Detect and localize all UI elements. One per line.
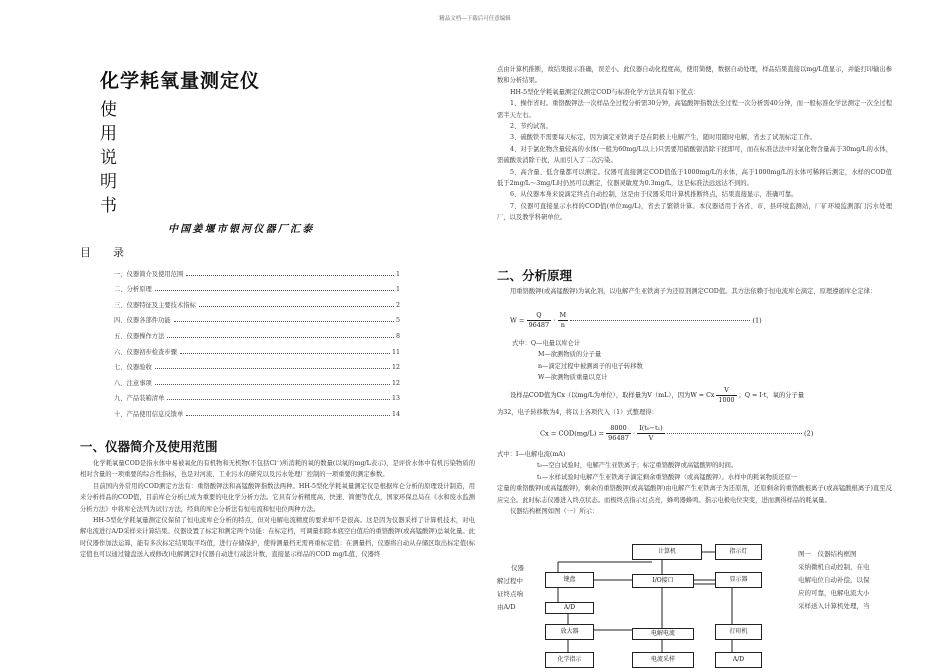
side-line: 电解电位自动补偿，以保: [798, 576, 870, 584]
formula-1-lhs: W =: [510, 316, 525, 325]
amplifier-box: 放大器: [545, 624, 594, 640]
side-line: 证终点响: [497, 590, 523, 598]
toc-heading: 目 录: [80, 246, 124, 259]
toc-item-page: 8: [395, 332, 400, 340]
formula-2-denominator: 96487: [608, 434, 629, 442]
advantages-block: [497, 64, 892, 224]
manufacturer-name: 中国姜堰市银河仪器厂汇泰: [168, 224, 315, 235]
legend-line: t₀—空白试验时，电解产生亚铁离子；标定重铬酸钾或高锰酸钾的时间。: [537, 462, 738, 470]
toc-item-label: 九、产品装箱清单: [114, 395, 165, 403]
toc-item-label: 五、仪器操作方法: [114, 332, 165, 340]
legend-line: n—滴定过程中被测离子的电子转移数: [538, 362, 643, 370]
substitution-text: 为32，电子转移数为4，将以上各项代入（1）式整理得：: [497, 409, 658, 416]
printer-box: 打印机: [715, 624, 762, 640]
section-1-body: [80, 458, 475, 561]
subtitle-char: 使: [100, 100, 117, 120]
formula-1-numerator: Q: [527, 311, 552, 321]
toc-item-label: 十、产品使用信息反馈单: [114, 410, 184, 418]
side-line: 由A/D: [497, 603, 516, 611]
toc-item-page: 5: [395, 317, 400, 325]
section-1-paragraph: 目前国内外常用的COD测定方法有：重铬酸钾法和高锰酸钾指数法两种。HH-5型化学耗氧量测定仪是根据库仑分析的原理设计制造，用来分析样品的COD值，目前库仑分析已成为重要的电化学分析方法。它具有分析精度高、快速、简便等优点，国家环保总局在《水和废水监测分析方法》中将库仑法列为试行方法，经典的库仑分析法有恒电流和恒电位两种方法。: [80, 482, 475, 513]
toc-item-label: 三、仪器特征及主要技术指标: [114, 301, 196, 309]
table-of-contents: [114, 262, 400, 418]
document-title: 化学耗氧量测定仪: [100, 70, 261, 92]
formula-1-number: (1): [752, 316, 762, 325]
section-1-heading: 一、仪器简介及使用范围: [80, 439, 218, 454]
toc-item[interactable]: [114, 371, 400, 387]
toc-item-label: 七、仪器验收: [114, 364, 152, 372]
cx-definition-text: 设样品COD值为Cx（以mg/L为单位），取样量为V（mL），因为W = Cx: [510, 392, 715, 399]
advantage-item: 1、操作省时。重铬酸钾法一次样品全过程分析需30分钟，高锰酸钾指数法全过程一次分析需40分钟，而一般标准化学法测定一次全过程需半天左右。: [497, 100, 892, 119]
legend-line: 式中：Q—电量以库仑计: [512, 340, 581, 347]
cx-definition: [510, 386, 804, 405]
body-paragraph: 点由计算机推断，故结果报示准确，误差小。此仪器自动化程度高，使用简便，数据自动处理，样品结果直接以mg/L值显示，并能打印输出参数和分析结果。: [497, 66, 892, 85]
formula-2-legend: [497, 449, 892, 517]
toc-item-page: 12: [391, 364, 400, 372]
toc-item-page: 13: [391, 395, 400, 403]
formula-2-denominator: V: [648, 434, 654, 442]
toc-item-page: 11: [391, 348, 400, 356]
diagram-caption: 仪器结构框图如图（一）所示：: [510, 508, 599, 516]
display-box: 显示器: [715, 572, 762, 588]
legend-line: 式中：I—电解电流(mA): [497, 451, 566, 458]
toc-item-page: 1: [395, 270, 400, 278]
chemical-indicator-box: 化学指示: [545, 652, 594, 668]
legend-line: t₁—水样试验时电解产生亚铁离子滴定剩余重铬酸钾（或高锰酸钾）。水样中的耗氧物质还原一: [537, 473, 798, 481]
side-line: 采纳微机自动控制，在电: [798, 563, 870, 571]
subtitle-char: 说: [100, 148, 117, 168]
toc-item[interactable]: [114, 387, 400, 403]
legend-line: W—欲测物质重量以克计: [538, 374, 608, 382]
diagram-side-text-right: [798, 548, 898, 613]
cx-definition-text: ；Q = I·t，氧的分子量: [738, 392, 805, 399]
formula-1-denominator: 96487: [528, 321, 550, 329]
io-port-box: I/O接口: [632, 574, 694, 588]
header-note: 精品文档---下载后可任意编辑: [439, 16, 511, 22]
formula-1-dot: ·: [553, 316, 556, 325]
toc-item-label: 二、分析原理: [114, 286, 152, 294]
side-line: 解过程中: [497, 577, 523, 585]
formula-2-dot: ·: [632, 429, 636, 438]
toc-item-page: 12: [391, 379, 400, 387]
structure-block-diagram: [540, 540, 795, 672]
toc-item[interactable]: [114, 402, 400, 418]
figure-label: 图一 仪器结构框图: [798, 550, 857, 558]
advantage-item: 4、对于氯化物含量较高的水体(一般为60mg/L以上)只需要用硝酸银消除干扰即可，而在标准法法中对氯化物含量高于30mg/L的水体，需硫酸汞消除干扰，从而引入了二次污染。: [497, 145, 892, 165]
computer-box: 计算机: [632, 544, 702, 560]
toc-item[interactable]: [114, 293, 400, 309]
formula-2-numerator: 8000: [606, 424, 631, 434]
side-line: 应的可靠，电解电流大小: [798, 589, 870, 597]
toc-item-label: 四、仪器各部件功能: [114, 317, 171, 325]
toc-item-label: 八、注意事项: [114, 379, 152, 387]
formula-2: [540, 424, 813, 443]
formula-2-lhs: Cx = COD(mg/L) =: [540, 429, 605, 438]
side-line: 采样送入计算机处理，当: [798, 602, 870, 610]
toc-item-page: 2: [395, 301, 400, 309]
formula-2-number: (2): [803, 429, 814, 438]
indicator-light-box: 指示灯: [715, 544, 762, 560]
advantage-item: 5、高含量、低含量都可以测定。仪器可直接测定COD值低于1000mg/L的水体，高于1000mg/L的水体可稀释后测定，水样的COD值低于2mg/L～3mg/L时仍然可以测定，仪器灵敏度为0.3mg/L，这是标准法远远达不到的。: [497, 168, 892, 188]
toc-item[interactable]: [114, 324, 400, 340]
section-2-heading: 二、分析原理: [497, 268, 573, 283]
toc-item-label: 六、仪器初步检查步骤: [114, 348, 177, 356]
section-1-paragraph: 化学耗氧量COD是指水体中易被氧化的有机物和无机物(不包括Cl⁻)所消耗的氧的数量(以氧的mg/L表示)，是评价水体中有机污染物质的相对含量的一项重要的综合性指标，也是对河流、工业污水的研究以及污水处理厂控制的一项重要的测定参数。: [80, 460, 475, 479]
ad-converter-bottom-box: A/D: [715, 652, 762, 668]
subtitle-char: 书: [100, 196, 117, 216]
toc-item-page: 1: [395, 286, 400, 294]
electrolysis-current-box: 电解电流: [632, 628, 694, 640]
cx-denominator: 1000: [718, 397, 735, 404]
section-2-intro: 用重铬酸钾(或高锰酸钾)为氧化剂，以电解产生亚铁离子为还原剂测定COD值。其方法依赖于恒电流库仑滴定，原理遵循库仑定律：: [510, 288, 877, 295]
toc-item-page: 14: [391, 410, 400, 418]
formula-1-legend: [512, 338, 643, 384]
formula-2-numerator: I(t₀−t₁): [639, 424, 663, 432]
toc-item[interactable]: [114, 262, 400, 278]
section-1-paragraph: HH-5型化学耗氧量测定仪保留了恒电流库仑分析的特点，但对电解电流精度的要求却不是很高。这是因为仪器采样了计算机技术，对电解电流进行A/D采样来计算结果。仪器设置了标定和测定两个功能：在标定档，可调量扣除本底空白值后的重铬酸钾(或高锰酸钾)总氧化量。此时仪器作加法运算，能有多次标定结果取平均值，进行存储保护，使得测量档无需再重标定值：在测量档，仪器将自动从存储区取出标定值(标定值也可以通过键盘送入或修改)电解测定时仪器自动进行减法计数，直接显示样品的COD mg/L值，仪器终: [80, 517, 475, 559]
keyboard-box: 键盘: [545, 572, 594, 588]
legend-line: M—欲测物质的分子量: [538, 351, 602, 359]
advantage-item: 6、从仪器本身来说滴定终点自动控制，这是由于仪器采用计算机推断终点，结果直接显示，准确可靠。: [510, 191, 798, 199]
body-paragraph: HH-5型化学耗氧量测定仪测定COD与标准化学方法具有如下优点：: [510, 88, 700, 96]
formula-1-denominator: n: [560, 321, 565, 329]
advantage-item: 3、硫酸铁不需要每天标定，因为滴定亚铁离子是在阴极上电解产生，随时用随时电解，省去了试剂标定工作。: [510, 134, 817, 142]
body-paragraph: 定量的重铬酸钾(或高锰酸钾)，剩余的重铬酸钾(或高锰酸钾)由电解产生亚铁离子为还原剂，还原剩余的重铬酸根离子(或高锰酸根离子)直至反应完全。此时标志仪器进入终点状态。而极终点指示灯点亮，蜂鸣器蜂鸣。指示电极电位突变，进而测得样品的耗氧量。: [497, 485, 892, 504]
toc-item[interactable]: [114, 309, 400, 325]
toc-item[interactable]: [114, 340, 400, 356]
subtitle-char: 明: [100, 172, 117, 192]
toc-item[interactable]: [114, 278, 400, 294]
toc-item[interactable]: [114, 356, 400, 372]
advantage-item: 7、仪器可直接显示水样的COD值(单位mg/L)，省去了繁锁计算。本仪器适用于各省、市、县环境监测站，厂矿环境监测部门污水处理厂，以及教学科研单位。: [497, 202, 892, 222]
side-line: 仪器: [511, 564, 524, 572]
current-sampling-box: 电流采样: [632, 652, 694, 668]
cx-numerator: V: [716, 386, 736, 396]
subtitle-char: 用: [100, 124, 117, 144]
diagram-side-text-left: [497, 562, 545, 614]
formula-1-numerator: M: [559, 311, 567, 319]
ad-converter-top-box: A/D: [545, 602, 594, 614]
toc-item-label: 一、仪器简介及使用范围: [114, 270, 184, 278]
advantage-item: 2、节约试剂。: [510, 123, 552, 131]
formula-1: [510, 311, 762, 330]
